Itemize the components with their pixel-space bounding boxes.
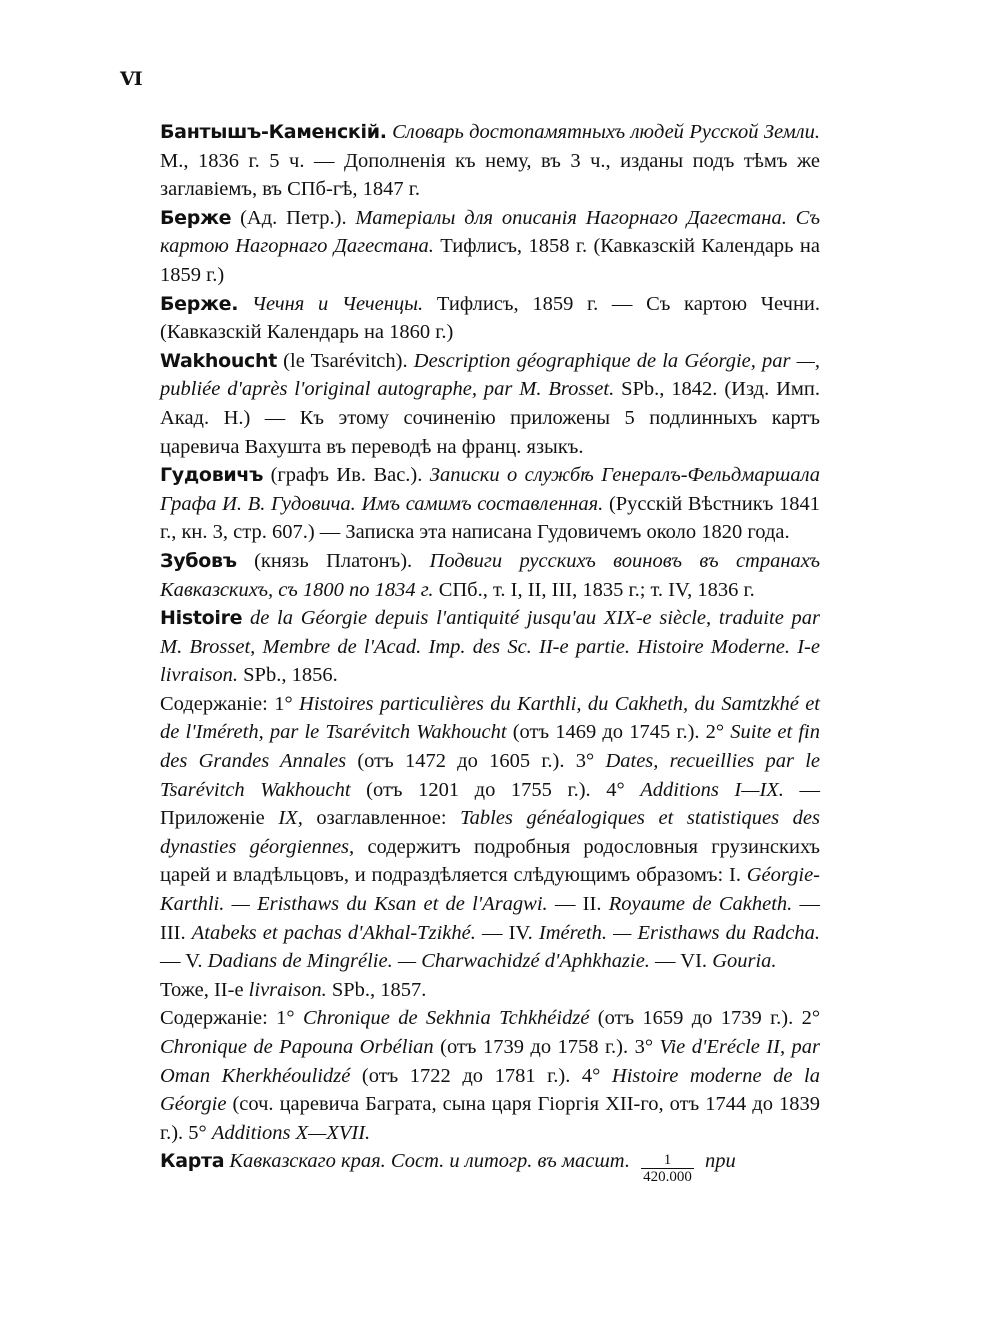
entry-berzhe-2	[160, 290, 820, 347]
contents-title: Dates, recueillies par le Tsarévitch Wakhoucht	[160, 750, 821, 801]
contents-text: — IV.	[481, 921, 533, 944]
contents-label: Содержаніе: 1°	[160, 692, 293, 715]
contents-title: Chronique de Sekhnia Tchkhéidzé	[302, 1007, 590, 1030]
entry-details: SPb., 1842. (Изд. Имп. Акад. Н.) — Къ этому сочиненію приложены 5 подлинныхъ картъ царевича Вахушта въ переводѣ на франц. языкъ.	[160, 378, 820, 458]
entry-title: Подвиги русскихъ воиновъ въ странахъ Кавказскихъ, съ 1800 по 1834 г.	[160, 549, 821, 601]
contents-text: содержитъ подробныя родословныя грузинскихъ царей и владѣльцовъ, и подраздѣляется слѣдующимъ образомъ: I.	[160, 835, 821, 887]
entry-author-info: (le Tsarévitch).	[283, 349, 408, 372]
page-number: VI	[120, 68, 142, 90]
fraction-denominator: 420.000	[643, 1169, 692, 1186]
contents-text: (отъ 1722 до 1781 г.). 4°	[361, 1064, 601, 1087]
entry-head: Зубовъ	[160, 549, 237, 572]
contents-text: (отъ 1472 до 1605 г.). 3°	[357, 750, 595, 773]
entry-histoire	[160, 604, 820, 690]
entry-author-info: (графъ Ив. Вас.).	[270, 464, 423, 487]
bibliography-text	[160, 118, 820, 1185]
entry-title: Кавказскаго края. Сост. и литогр. въ масшт.	[229, 1150, 630, 1173]
entry-head: Бантышъ-Каменскій.	[160, 121, 387, 143]
fraction-numerator: 1	[641, 1152, 694, 1169]
also-text: Тоже, II-е	[160, 978, 244, 1001]
entry-head: Гудовичъ	[160, 464, 264, 487]
contents-title: IX,	[278, 807, 303, 830]
contents-text: (отъ 1739 до 1758 г.). 3°	[440, 1036, 654, 1058]
entry-details: СПб., т. I, II, III, 1835 г.; т. IV, 1836 г.	[438, 578, 755, 601]
entry-karta	[160, 1147, 820, 1185]
entry-title: Чечня и Чеченцы.	[251, 292, 424, 315]
entry-gudovich	[160, 461, 820, 547]
contents-title: Royaume de Cakheth.	[608, 893, 793, 916]
entry-title: Description géographique de la Géorgie, par —, publiée d'après l'original autographe, par M. Brosset.	[160, 349, 820, 401]
entry-details: Тифлисъ, 1858 г. (Кавказскій Календарь на 1859 г.)	[160, 235, 820, 286]
contents-title: Iméreth. — Eristhaws du Radcha.	[538, 921, 821, 944]
also-part-2	[160, 976, 820, 1005]
contents-part-2	[160, 1004, 820, 1147]
contents-text: (отъ 1201 до 1755 г.). 4°	[366, 778, 625, 801]
contents-title: Chronique de Papouna Orbélian	[160, 1036, 434, 1058]
entry-title: de la Géorgie depuis l'antiquité jusqu'au XIX-e siècle, traduite par M. Brosset, Membre de l'Acad. Imp. des Sc. II-e partie. Histoire Moderne. I-e livraison.	[160, 607, 821, 687]
entry-zubov	[160, 547, 820, 604]
entry-wakhoucht	[160, 347, 820, 461]
contents-text: — V.	[160, 950, 203, 973]
entry-head: Берже	[160, 206, 232, 229]
contents-title: Vie d'Erécle II, par Oman Kherkhéoulidzé	[160, 1036, 821, 1087]
contents-text: (отъ 1469 до 1745 г.). 2°	[512, 721, 725, 744]
contents-title: Tables généalogiques et statistiques des dynasties géorgiennes,	[160, 807, 821, 858]
contents-text: — VI.	[655, 950, 708, 973]
contents-title: Suite et fin des Grandes Annales	[160, 721, 821, 773]
entry-details: SPb., 1856.	[243, 664, 338, 687]
scale-fraction	[641, 1152, 694, 1185]
contents-text: озаглавленное:	[316, 807, 447, 830]
contents-text: — III.	[160, 893, 821, 944]
entry-author-info: (князь Платонъ).	[254, 549, 413, 572]
contents-text: — Приложеніе	[160, 778, 821, 830]
contents-part-1	[160, 690, 820, 976]
entry-title: Записки о службѣ Генералъ-Фельдмаршала Графа И. В. Гудовича. Имъ самимъ составленная.	[160, 464, 821, 515]
contents-title: Additions I—IX.	[640, 778, 784, 801]
entry-head: Histoire	[160, 607, 243, 630]
entry-title: Матеріалы для описанія Нагорнаго Дагестана. Съ картою Нагорнаго Дагестана.	[160, 206, 820, 258]
entry-head: Карта	[160, 1150, 225, 1173]
also-title: livraison.	[248, 978, 327, 1001]
entry-author-info: (Ад. Петр.).	[240, 206, 347, 229]
contents-text: — II.	[554, 893, 602, 916]
entry-head: Берже.	[160, 292, 239, 315]
entry-berzhe-1	[160, 204, 820, 290]
contents-text: (отъ 1659 до 1739 г.). 2°	[597, 1007, 821, 1030]
entry-head: Wakhoucht	[160, 349, 278, 372]
entry-bantysh	[160, 118, 820, 204]
contents-title: Gouria.	[712, 950, 777, 973]
contents-title: Dadians de Mingrélie. — Charwachidzé d'Aphkhazie.	[207, 950, 650, 973]
contents-title: Atabeks et pachas d'Akhal-Tzikhé.	[191, 921, 476, 944]
entry-details: (Русскій Вѣстникъ 1841 г., кн. 3, стр. 607.) — Записка эта написана Гудовичемъ около 1820 года.	[160, 492, 820, 544]
entry-details: Тифлисъ, 1859 г. — Съ картою Чечни. (Кавказскій Календарь на 1860 г.)	[160, 292, 821, 344]
contents-title: Histoires particulières du Karthli, du Cakheth, du Samtzkhé et de l'Iméreth, par le Tsarévitch Wakhoucht	[160, 692, 820, 744]
contents-title: Additions X—XVII.	[211, 1121, 371, 1144]
contents-title: Géorgie-Karthli. — Eristhaws du Ksan et de l'Aragwi.	[160, 864, 820, 916]
entry-title-continued: при	[704, 1150, 736, 1173]
entry-title: Словарь достопамятныхъ людей Русской Земли.	[392, 121, 820, 143]
contents-label: Содержаніе: 1°	[160, 1007, 295, 1030]
contents-text: (соч. царевича Баграта, сына царя Гіоргія XII-го, отъ 1744 до 1839 г.). 5°	[160, 1093, 821, 1144]
entry-details: М., 1836 г. 5 ч. — Дополненія къ нему, въ 3 ч., изданы подъ тѣмъ же заглавіемъ, въ СПб-гѣ, 1847 г.	[160, 149, 820, 201]
contents-title: Histoire moderne de la Géorgie	[160, 1064, 821, 1116]
also-details: SPb., 1857.	[331, 978, 427, 1001]
